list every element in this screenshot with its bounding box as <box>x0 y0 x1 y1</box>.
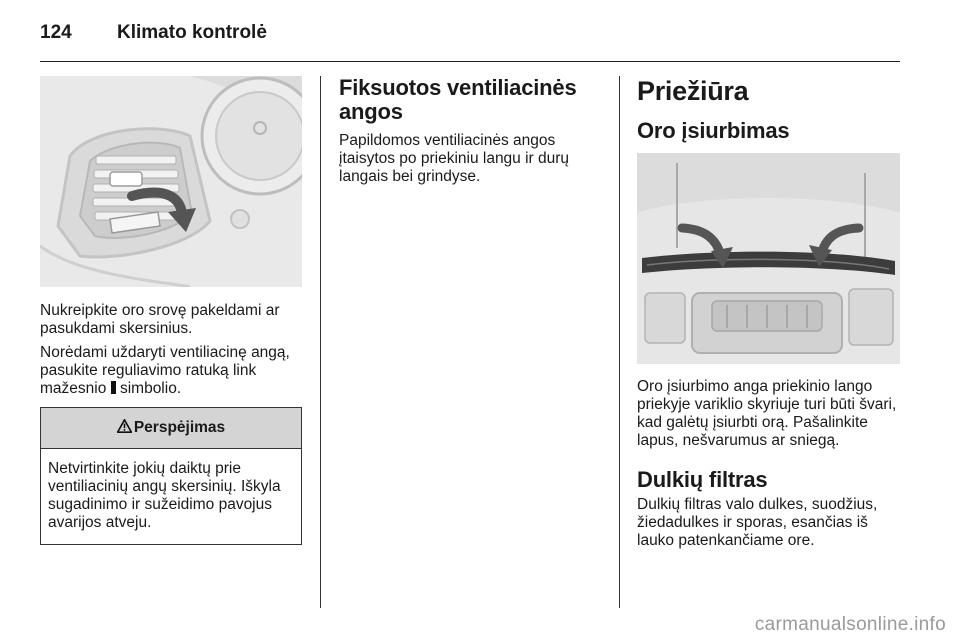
warning-triangle-icon <box>117 419 132 438</box>
fixed-vents-paragraph: Papildomos ventiliacinės angos įtaisytos po priekiniu langu ir durų langais bei grindyse. <box>339 132 570 185</box>
page-header <box>40 16 900 56</box>
header-rule <box>40 61 900 62</box>
engine-bay-illustration <box>637 153 900 364</box>
vent-close-text-b: simbolio. <box>115 380 182 397</box>
vent-illustration <box>40 76 302 287</box>
warning-text: Netvirtinkite jokių daiktų prie ventiliacinių angų skersinių. Iškyla sugadinimo ir sužeidimo pavojus avarijos atveju. <box>48 460 281 531</box>
vent-close-paragraph <box>40 344 302 398</box>
column-vents <box>40 76 302 545</box>
dust-filter-heading: Dulkių filtras <box>637 467 768 492</box>
warning-title: Perspėjimas <box>133 419 226 436</box>
dust-filter-paragraph: Dulkių filtras valo dulkes, suodžius, žiedadulkes ir sporas, esančias iš lauko patenkančiame ore. <box>637 496 878 549</box>
column-divider-left <box>320 76 321 608</box>
watermark: carmanualsonline.info <box>754 614 946 635</box>
warning-box <box>40 407 302 545</box>
chapter-title: Klimato kontrolė <box>117 22 267 43</box>
air-intake-paragraph: Oro įsiurbimo anga priekinio lango priekyje variklio skyriuje turi būti švari, kad galėtų įsiurbti orą. Pašalinkite lapus, nešvarumus ar sniegą. <box>637 378 897 449</box>
warning-header <box>41 408 301 449</box>
maintenance-heading: Priežiūra <box>637 76 749 106</box>
fixed-vents-heading: Fiksuotos ventiliacinės angos <box>339 75 577 124</box>
air-intake-heading: Oro įsiurbimas <box>637 118 790 143</box>
column-fixed-vents <box>339 76 601 186</box>
column-maintenance <box>637 76 900 550</box>
vent-direction-paragraph: Nukreipkite oro srovę pakeldami ar pasukdami skersinius. <box>40 302 280 337</box>
column-divider-right <box>619 76 620 608</box>
page-number: 124 <box>40 22 72 43</box>
vent-close-text-a: Norėdami uždaryti ventiliacinę angą, pasukite reguliavimo ratuką link mažesnio <box>40 344 290 397</box>
